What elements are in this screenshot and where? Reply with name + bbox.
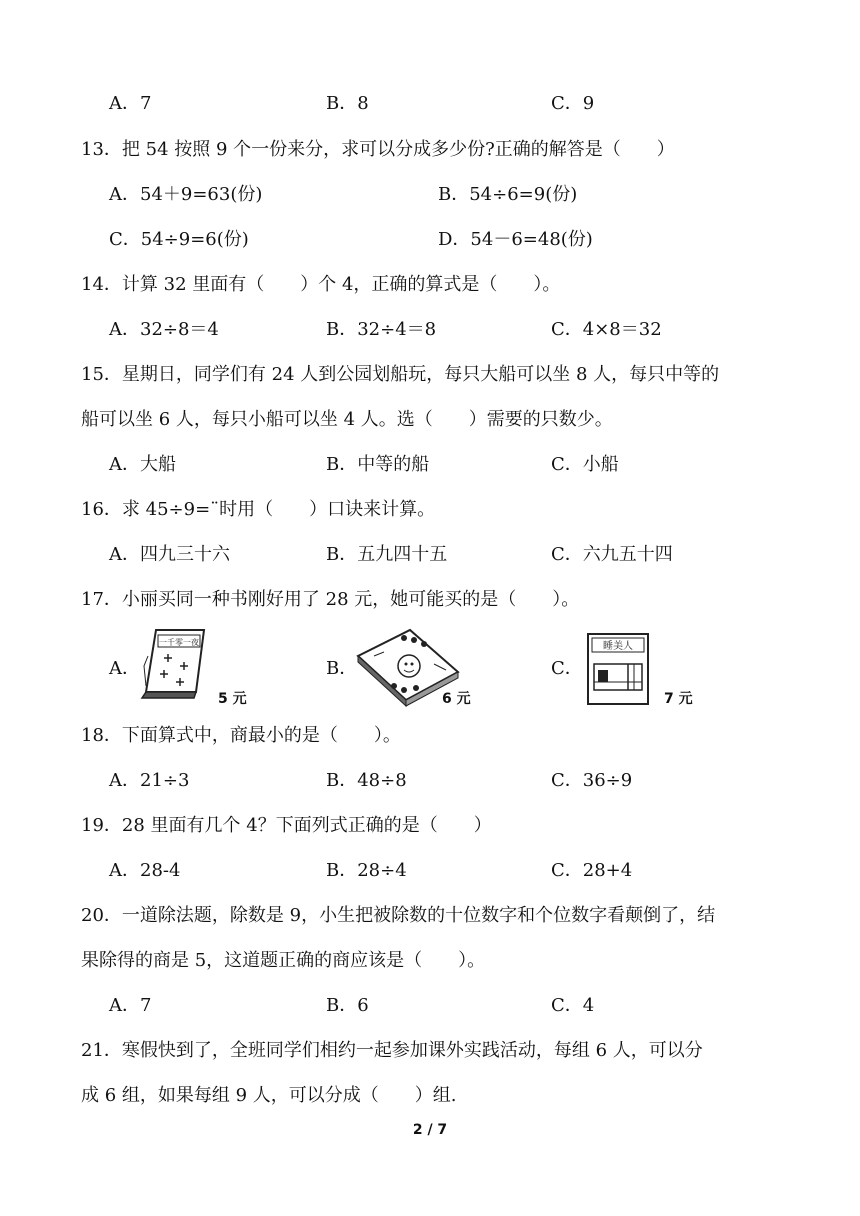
q15-option-b: B．中等的船 <box>326 454 430 475</box>
q16-option-c: C．六九五十四 <box>551 544 673 565</box>
q13-stem: 13．把 54 按照 9 个一份来分，求可以分成多少份?正确的解答是（ ） <box>81 139 675 160</box>
page-number: 2 / 7 <box>412 1122 448 1138</box>
q13-option-d: D．54－6=48(份) <box>438 229 593 250</box>
q21-stem-line1: 21．寒假快到了，全班同学们相约一起参加课外实践活动，每组 6 人，可以分 <box>81 1040 703 1061</box>
q18-option-a: A．21÷3 <box>109 770 190 791</box>
q15-option-a: A．大船 <box>109 454 176 475</box>
q19-option-c: C．28+4 <box>551 860 633 881</box>
book-b-price: 6 元 <box>442 691 471 707</box>
q13-option-a: A．54＋9=63(份) <box>109 184 263 205</box>
book-c-image <box>582 630 654 706</box>
book-c-price: 7 元 <box>664 691 693 707</box>
book-a-price: 5 元 <box>218 691 247 707</box>
book-a-title: 一千零一夜 <box>159 638 199 647</box>
q14-stem: 14．计算 32 里面有（ ）个 4，正确的算式是（ ）。 <box>81 274 561 295</box>
q21-stem-line2: 成 6 组，如果每组 9 人，可以分成（ ）组. <box>81 1085 457 1106</box>
q12-option-c: C．9 <box>551 93 595 114</box>
q19-stem: 19．28 里面有几个 4？下面列式正确的是（ ） <box>81 815 492 836</box>
q17-option-a: A． <box>109 658 140 679</box>
q14-option-c: C．4×8＝32 <box>551 319 662 340</box>
q19-option-b: B．28÷4 <box>326 860 407 881</box>
book-c-title: 睡美人 <box>603 641 633 652</box>
q15-option-c: C．小船 <box>551 454 619 475</box>
q14-option-a: A．32÷8＝4 <box>109 319 219 340</box>
q18-option-b: B．48÷8 <box>326 770 407 791</box>
q20-option-b: B．6 <box>326 995 369 1016</box>
q20-stem-line2: 果除得的商是 5，这道题正确的商应该是（ ）。 <box>81 950 486 971</box>
q15-stem-line1: 15．星期日，同学们有 24 人到公园划船玩，每只大船可以坐 8 人，每只中等的 <box>81 364 720 385</box>
q17-option-c: C． <box>551 658 583 679</box>
q14-option-b: B．32÷4＝8 <box>326 319 437 340</box>
q16-stem: 16．求 45÷9=¨时用（ ）口诀来计算。 <box>81 499 436 520</box>
q18-stem: 18．下面算式中，商最小的是（ ）。 <box>81 725 401 746</box>
q17-option-b: B． <box>326 658 358 679</box>
q13-option-b: B．54÷6=9(份) <box>438 184 578 205</box>
q12-option-a: A．7 <box>109 93 152 114</box>
q20-option-a: A．7 <box>109 995 152 1016</box>
q16-option-a: A．四九三十六 <box>109 544 230 565</box>
q13-option-c: C．54÷9=6(份) <box>109 229 249 250</box>
q19-option-a: A．28-4 <box>109 860 181 881</box>
q20-option-c: C．4 <box>551 995 595 1016</box>
q16-option-b: B．五九四十五 <box>326 544 448 565</box>
q12-option-b: B．8 <box>326 93 369 114</box>
q17-stem: 17．小丽买同一种书刚好用了 28 元，她可能买的是（ ）。 <box>81 589 580 610</box>
q18-option-c: C．36÷9 <box>551 770 633 791</box>
q15-stem-line2: 船可以坐 6 人，每只小船可以坐 4 人。选（ ）需要的只数少。 <box>81 409 613 430</box>
q20-stem-line1: 20．一道除法题，除数是 9，小生把被除数的十位数字和个位数字看颠倒了，结 <box>81 905 716 926</box>
